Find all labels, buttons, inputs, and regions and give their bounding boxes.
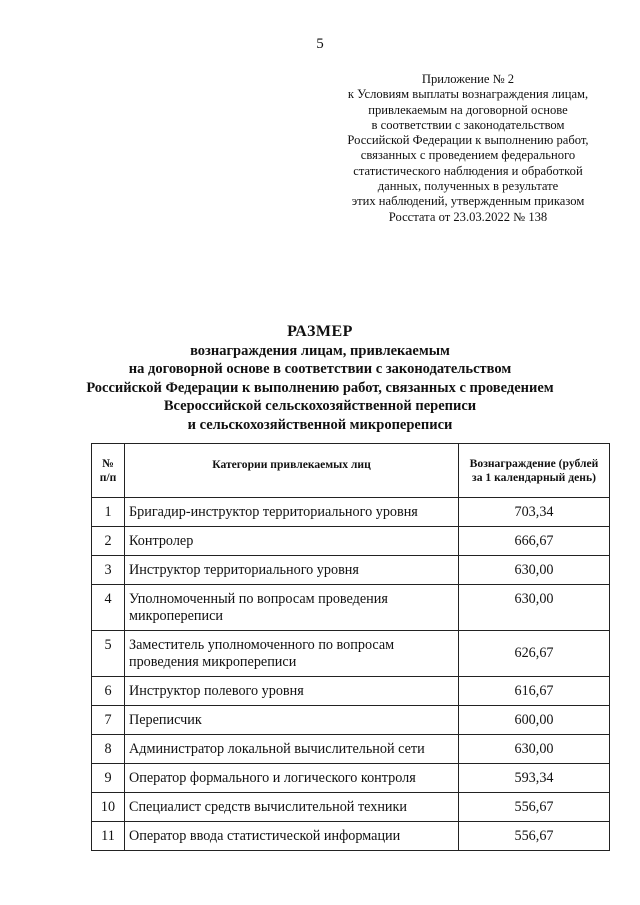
table-header-row [92,444,610,498]
row-category [125,631,459,677]
header-category: Категории привлекаемых лиц [125,444,459,498]
row-reward-value: 600,00 [459,706,610,735]
title-line: Всероссийской сельскохозяйственной переписи [163,398,477,415]
appendix-line: данных, полученных в результате [377,179,559,194]
row-reward-value: 630,00 [459,556,610,585]
appendix-note [300,72,636,225]
appendix-line: Росстата от 23.03.2022 № 138 [388,209,548,224]
table-row [92,498,610,527]
row-reward-value: 626,67 [459,631,610,677]
row-number: 4 [92,585,125,631]
title-line: РАЗМЕР [287,323,353,340]
row-reward-value: 666,67 [459,527,610,556]
table-row [92,822,610,851]
appendix-line: связанных с проведением федерального [360,148,576,163]
row-number: 11 [92,822,125,851]
reward-table [91,443,610,851]
row-number: 5 [92,631,125,677]
appendix-line: в соответствии с законодательством [371,117,565,132]
row-category [125,735,459,764]
row-category [125,498,459,527]
category-line: Уполномоченный по вопросам проведения [129,591,388,607]
category-line: проведения микропереписи [129,654,297,670]
row-category [125,706,459,735]
table-row [92,764,610,793]
category-line: Контролер [129,533,194,549]
row-number: 8 [92,735,125,764]
table-row [92,585,610,631]
category-line: Оператор ввода статистической информации [129,828,401,844]
table-row [92,677,610,706]
row-category [125,585,459,631]
row-category [125,764,459,793]
table-row [92,706,610,735]
title-line: вознаграждения лицам, привлекаемым [190,342,450,359]
row-number: 7 [92,706,125,735]
table-row [92,631,610,677]
page-number: 5 [316,36,324,52]
row-category [125,822,459,851]
header-reward: Вознаграждение (рублей за 1 календарный день) [459,444,610,498]
category-line: Заместитель уполномоченного по вопросам [129,637,395,653]
category-line: Переписчик [129,712,202,728]
row-category [125,556,459,585]
row-category [125,793,459,822]
category-line: Администратор локальной вычислительной сети [129,741,425,757]
category-line: Оператор формального и логического контроля [129,770,416,786]
appendix-line: статистического наблюдения и обработкой [353,163,583,178]
category-line: Специалист средств вычислительной техники [129,799,408,815]
header-number: № п/п [92,444,125,498]
row-number: 10 [92,793,125,822]
row-number: 6 [92,677,125,706]
table-row [92,793,610,822]
row-reward-value: 556,67 [459,793,610,822]
table-row [92,556,610,585]
appendix-line: этих наблюдений, утвержденным приказом [351,194,585,209]
row-reward-value: 630,00 [459,735,610,764]
row-category [125,677,459,706]
appendix-line: Российской Федерации к выполнению работ, [347,133,589,148]
row-reward-value: 556,67 [459,822,610,851]
category-line: Инструктор полевого уровня [129,683,304,699]
category-line: микропереписи [129,608,224,624]
title-line: и сельскохозяйственной микропереписи [187,416,453,433]
row-reward-value: 593,34 [459,764,610,793]
title-line: Российской Федерации к выполнению работ, связанных с проведением [86,379,554,396]
title-line: на договорной основе в соответствии с законодательством [128,361,512,378]
category-line: Бригадир-инструктор территориального уровня [129,504,418,520]
row-number: 1 [92,498,125,527]
appendix-line: привлекаемым на договорной основе [368,102,568,117]
category-line: Инструктор территориального уровня [129,562,359,578]
row-category [125,527,459,556]
document-title [0,323,640,435]
row-reward-value: 703,34 [459,498,610,527]
row-reward-value: 630,00 [459,585,610,631]
table-row [92,735,610,764]
row-reward-value: 616,67 [459,677,610,706]
table-row [92,527,610,556]
appendix-line: к Условиям выплаты вознаграждения лицам, [347,87,589,102]
row-number: 3 [92,556,125,585]
appendix-line: Приложение № 2 [421,72,515,86]
row-number: 2 [92,527,125,556]
row-number: 9 [92,764,125,793]
